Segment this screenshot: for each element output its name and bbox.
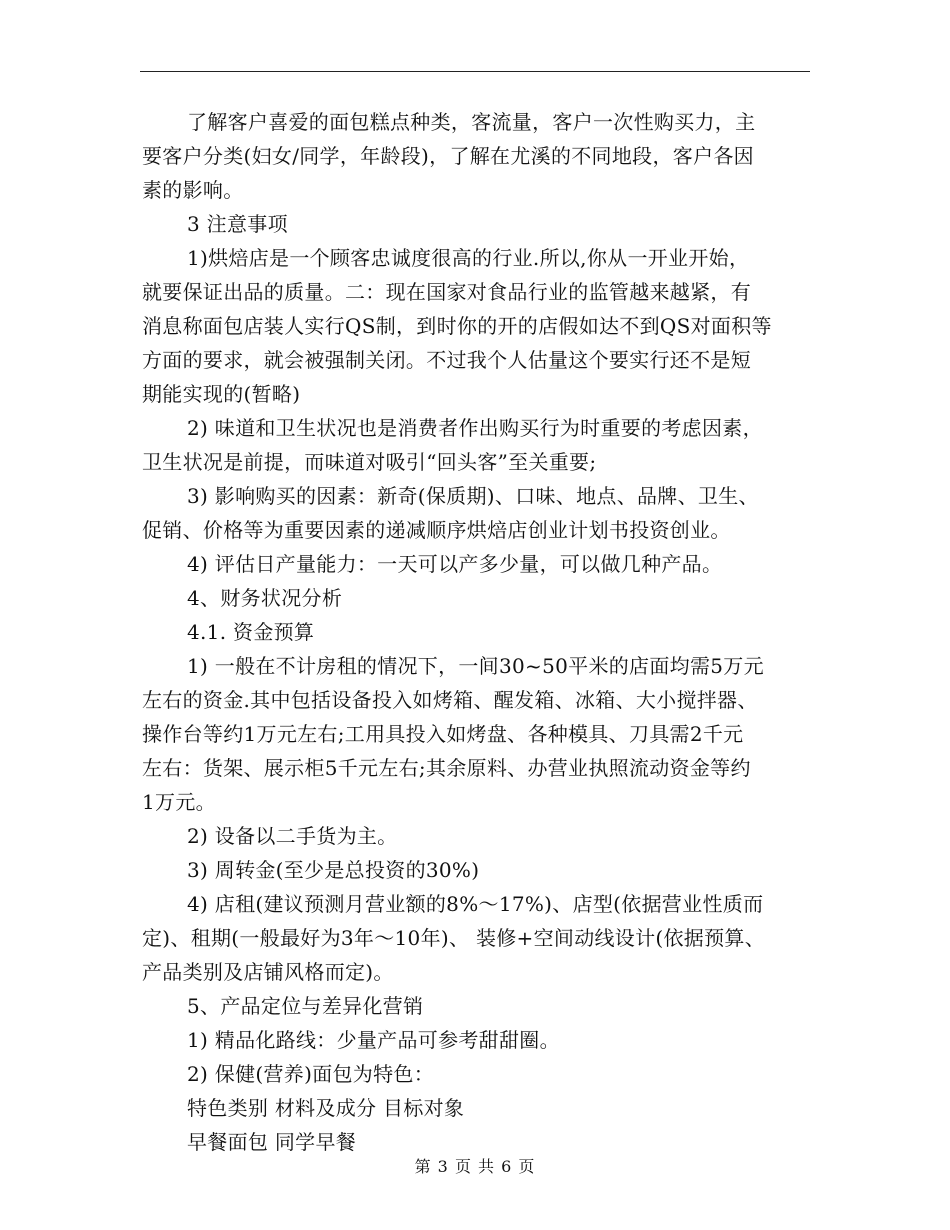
text-line: 4.1. 资金预算	[187, 620, 315, 644]
text-line: 操作台等约1万元左右;工用具投入如烤盘、各种模具、刀具需2千元	[142, 722, 744, 746]
text-line: 3) 影响购买的因素：新奇(保质期)、口味、地点、品牌、卫生、	[187, 484, 759, 508]
text-line: 1) 一般在不计房租的情况下，一间30~50平米的店面均需5万元	[187, 654, 764, 678]
text-line: 产品类别及店铺风格而定)。	[142, 960, 394, 984]
text-line: 左右：货架、展示柜5千元左右;其余原料、办营业执照流动资金等约	[142, 756, 751, 780]
text-line: 卫生状况是前提，而味道对吸引“回头客”至关重要;	[142, 450, 597, 474]
text-line: 定)、租期(一般最好为3年～10年)、 装修+空间动线设计(依据预算、	[142, 926, 765, 950]
text-line: 2) 设备以二手货为主。	[187, 824, 398, 848]
header-rule	[140, 71, 810, 72]
text-line: 了解客户喜爱的面包糕点种类，客流量，客户一次性购买力，主	[187, 110, 756, 134]
text-line: 就要保证出品的质量。二：现在国家对食品行业的监管越来越紧，有	[142, 280, 751, 304]
text-line: 左右的资金.其中包括设备投入如烤箱、醒发箱、冰箱、大小搅拌器、	[142, 688, 758, 712]
page-footer: 第 3 页 共 6 页	[414, 1157, 536, 1176]
text-line: 3) 周转金(至少是总投资的30%)	[187, 858, 480, 882]
text-line: 5、产品定位与差异化营销	[187, 994, 424, 1018]
text-line: 方面的要求，就会被强制关闭。不过我个人估量这个要实行还不是短	[142, 348, 751, 372]
document-body	[142, 105, 810, 1159]
text-line: 3 注意事项	[187, 212, 288, 236]
text-line: 促销、价格等为重要因素的递减顺序烘焙店创业计划书投资创业。	[142, 518, 731, 542]
text-line: 消息称面包店装人实行QS制，到时你的开的店假如达不到QS对面积等	[142, 314, 772, 338]
text-line: 4、财务状况分析	[187, 586, 343, 610]
text-line: 特色类别 材料及成分 目标对象	[187, 1096, 465, 1120]
text-line: 1)烘焙店是一个顾客忠诚度很高的行业.所以,你从一开业开始，	[187, 246, 750, 270]
text-line: 4) 店租(建议预测月营业额的8%～17%)、店型(依据营业性质而	[187, 892, 764, 916]
text-line: 2) 味道和卫生状况也是消费者作出购买行为时重要的考虑因素，	[187, 416, 763, 440]
text-line: 4) 评估日产量能力：一天可以产多少量，可以做几种产品。	[187, 552, 723, 576]
text-line: 要客户分类(妇女/同学，年龄段)，了解在尤溪的不同地段，客户各因	[142, 144, 754, 168]
text-line: 早餐面包 同学早餐	[187, 1130, 357, 1154]
text-line: 2) 保健(营养)面包为特色：	[187, 1062, 434, 1086]
text-line: 期能实现的(暂略)	[142, 382, 301, 406]
text-line: 1万元。	[142, 790, 216, 814]
text-line: 素的影响。	[142, 178, 244, 202]
text-line: 1) 精品化路线：少量产品可参考甜甜圈。	[187, 1028, 560, 1052]
